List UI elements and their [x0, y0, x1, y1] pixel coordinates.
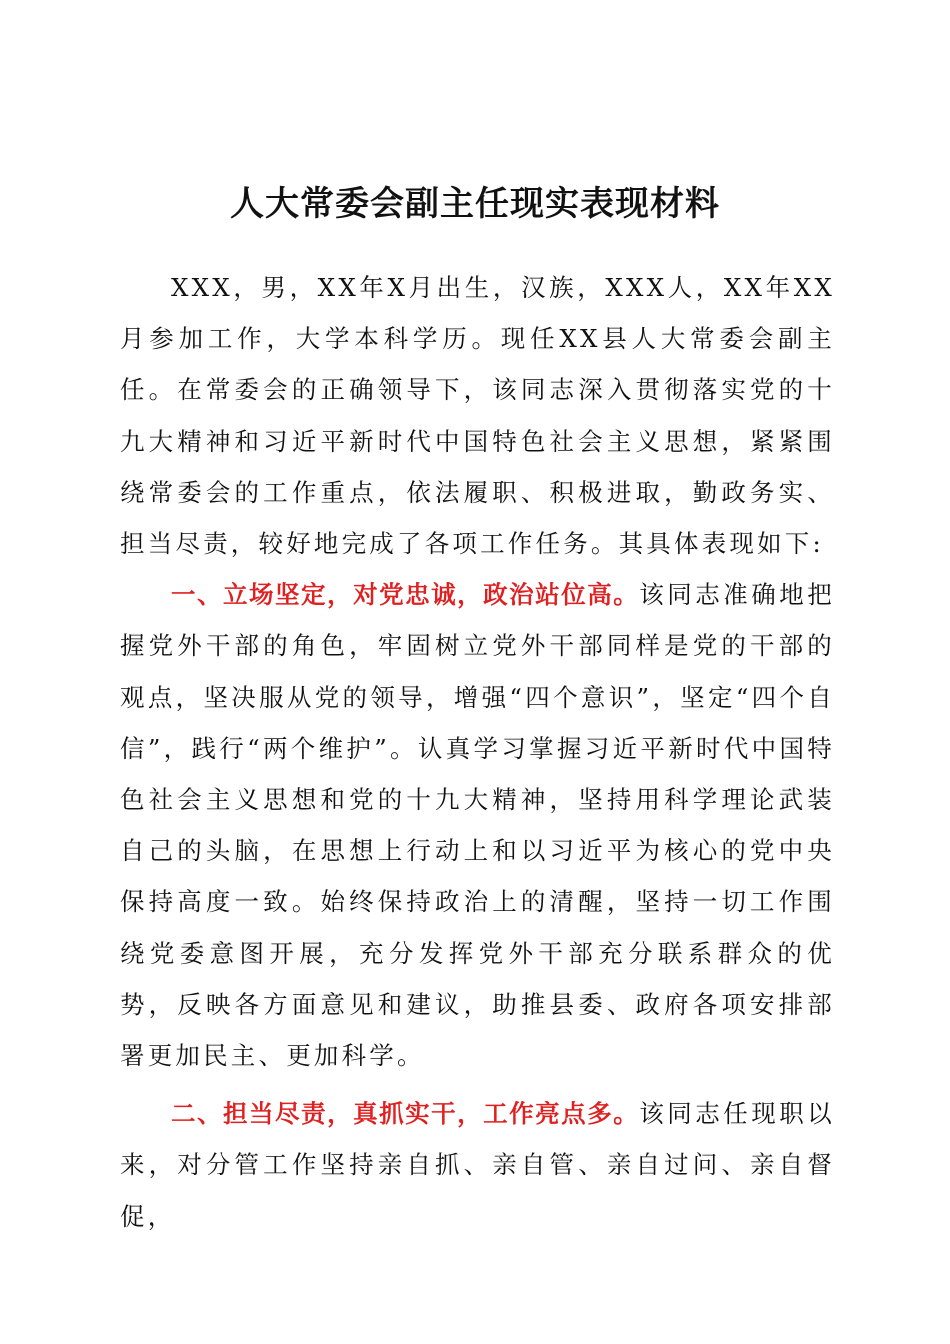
section-paragraph-1 — [120, 569, 835, 1081]
section-text-1: 该同志准确地把握党外干部的角色，牢固树立党外干部同样是党的干部的观点，坚决服从党的领导，增强“四个意识”，坚定“四个自信”，践行“两个维护”。认真学习掌握习近平新时代中国特色社会主义思想和党的十九大精神，坚持用科学理论武装自己的头脑，在思想上行动上和以习近平为核心的党中央保持高度一致。始终保持政治上的清醒，坚持一切工作围绕党委意图开展，充分发挥党外干部充分联系群众的优势，反映各方面意见和建议，助推县委、政府各项安排部署更加民主、更加科学。 — [120, 580, 835, 1071]
section-text-2: 该同志任现职以来，对分管工作坚持亲自抓、亲自管、亲自过问、亲自督促， — [120, 1099, 835, 1231]
intro-paragraph: XXX，男，XX年X月出生，汉族，XXX人，XX年XX月参加工作，大学本科学历。现任XX县人大常委会副主任。在常委会的正确领导下，该同志深入贯彻落实党的十九大精神和习近平新时代中国特色社会主义思想，紧紧围绕常委会的工作重点，依法履职、积极进取，勤政务实、担当尽责，较好地完成了各项工作任务。其具体表现如下: — [120, 273, 835, 559]
document-body — [120, 262, 835, 1242]
section-heading-2: 二、担当尽责，真抓实干，工作亮点多。 — [171, 1099, 640, 1129]
section-heading-1: 一、立场坚定，对党忠诚，政治站位高。 — [171, 580, 640, 610]
document-title: 人大常委会副主任现实表现材料 — [230, 184, 720, 224]
section-paragraph-2 — [120, 1088, 835, 1242]
